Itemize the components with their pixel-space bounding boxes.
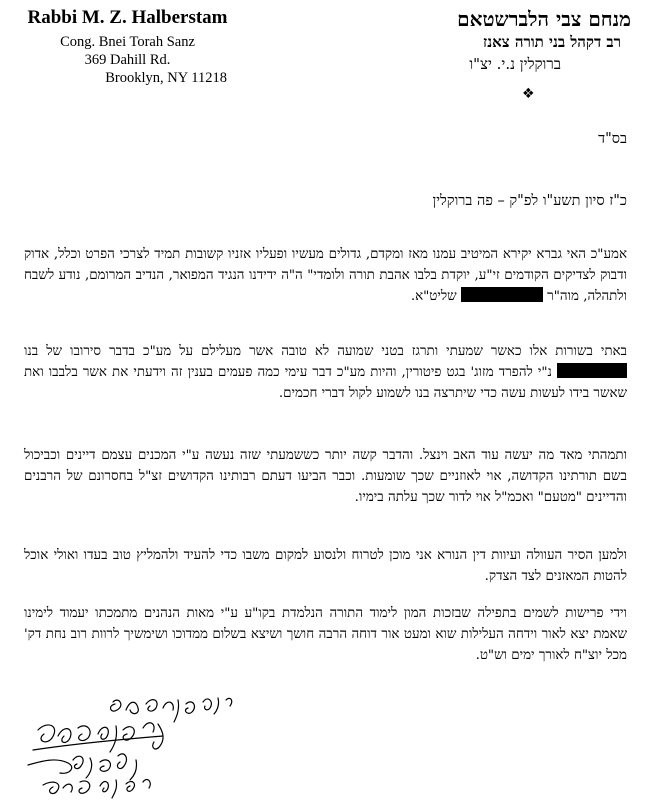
hebrew-title: רב דקהל בני תורה צאנז (483, 33, 621, 51)
hebrew-city: ברוקלין נ.י. יצ"ו (469, 55, 561, 73)
hebrew-rabbi-name: מנחם צבי הלברשטאם (457, 7, 631, 31)
english-congregation: Cong. Bnei Torah Sanz (60, 34, 195, 50)
english-rabbi-name: Rabbi M. Z. Halberstam (27, 7, 228, 28)
english-letterhead (20, 7, 235, 87)
letter-date: כ"ז סיון תשע"ו לפ"ק – פה ברוקלין (432, 193, 627, 209)
redaction-bar (557, 363, 627, 378)
paragraph-1-end: שליט"א. (410, 289, 457, 304)
paragraph-3: ותמהתי מאד מה יעשה עוד האב וינצל. והדבר קשה יותר כששמעתי שזה נעשה ע"י המכנים עצמם דיינים וכביכול בשם תורתינו הקדושה, אוי לאוזניים שכך שומעות. וכבר הביעו דעתם רבותינו הקדושים זצ"ל בחסרונם של הרבנים והדיינים "מטעם" ואכמ"ל אוי לדור שכך עלתה בימיו. (24, 448, 627, 505)
handwritten-signature (18, 690, 268, 800)
paragraph-1 (24, 244, 627, 307)
redaction-bar (461, 287, 543, 302)
paragraph-4: ולמען הסיר העוולה ועיוות דין הנורא אני מוכן לטרוח ולנסוע למקום משבו כדי להעיד ולהמליץ טוב בעדו ואולי אוכל להטות המאזנים לצד הצדק. (24, 548, 627, 584)
paragraph-2-end: נ"י להפרד מזוג' בגט פיטורין, והיות מע"כ דבר עימי כמה פעמים בענין זה וידעתי את אשר בלבבו ואת שאשר בידו לעשות עשה כדי שיתרצה בנו לשמוע לקול דברי חכמים. (24, 365, 627, 401)
paragraph-2-text: באתי בשורות אלו כאשר שמעתי ותרגז בטני שמועה לא טובה אשר מעלילם על מע"כ בדבר סירובו של בנו (24, 344, 627, 359)
paragraph-2 (24, 341, 627, 404)
paragraph-1-text: אמע"כ האי גברא יקירא המיטיב עמנו מאז ומקדם, גדולים מעשיו ופעליו אזניו קשובות תמיד לצרכי הפרט וכלל, אדוק ודבוק לצדיקים הקודמים זי"ע, יוקדת בלבו אהבת תורה ולומדי" ה"ה ידידנו הנגיד המפואר, הנדיב המרומם, נודע לשבח ולתהלה, מוה"ר (24, 247, 627, 304)
hebrew-letterhead (391, 7, 631, 75)
paragraph-5: וידי פרישות לשמים בתפילה שבזכות המון לימוד התורה הנלמדת בקו"ע ע"י מאות הנהנים מתמכתו יעמוד לימינו שאמת יצא לאור וידחה העלילות שוא ומעט אור דוחה הרבה חושך ושיצא בשלום ממדוכו ושימשיך לרוות רוב נחת דק' מכל יוצ"ח לאורך ימים וש"ט. (24, 606, 627, 663)
english-city: Brooklyn, NY 11218 (105, 70, 227, 86)
bsd-heading: בס"ד (598, 131, 627, 147)
ornament-icon: ❖ (522, 86, 535, 102)
english-street: 369 Dahill Rd. (84, 52, 171, 68)
